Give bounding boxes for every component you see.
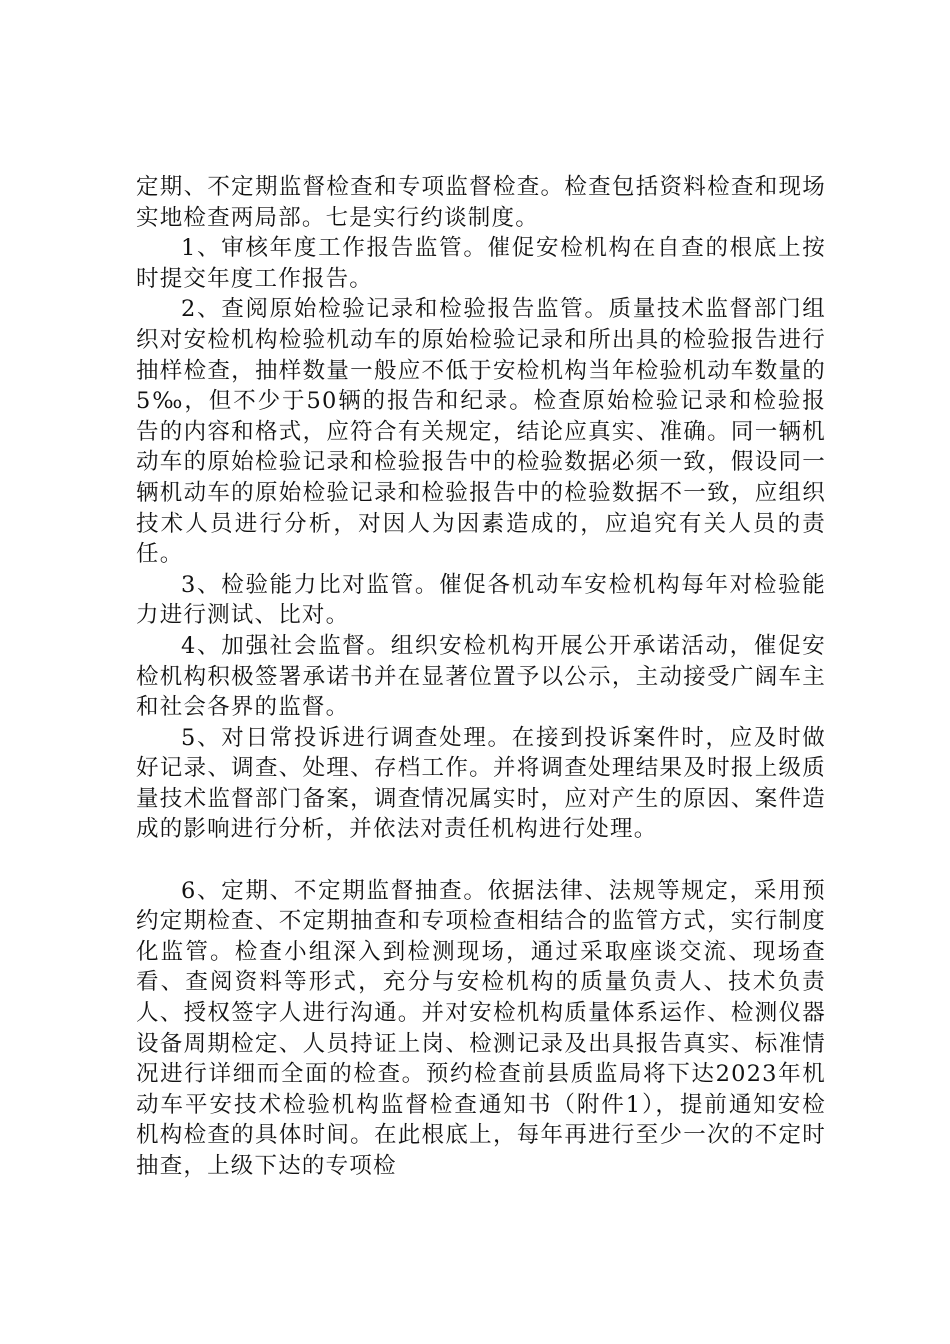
paragraph-item-1: 1、审核年度工作报告监管。催促安检机构在自查的根底上按时提交年度工作报告。 <box>136 235 826 292</box>
paragraph-item-5: 5、对日常投诉进行调查处理。在接到投诉案件时，应及时做好记录、调查、处理、存档工作。并将调查处理结果及时报上级质量技术监督部门备案，调查情况属实时，应对产生的原因、案件造成的影响进行分析，并依法对责任机构进行处理。 <box>136 724 826 843</box>
paragraph-item-3: 3、检验能力比对监管。催促各机动车安检机构每年对检验能力进行测试、比对。 <box>136 571 826 629</box>
paragraph-item-4: 4、加强社会监督。组织安检机构开展公开承诺活动，催促安检机构积极签署承诺书并在显著位置予以公示，主动接受广阔车主和社会各界的监督。 <box>136 632 826 721</box>
document-body <box>136 172 826 1182</box>
paragraph-item-6: 6、定期、不定期监督抽查。依据法律、法规等规定，采用预约定期检查、不定期抽查和专项检查相结合的监管方式，实行制度化监管。检查小组深入到检测现场，通过采取座谈交流、现场查看、查阅资料等形式，充分与安检机构的质量负责人、技术负责人、授权签字人进行沟通。并对安检机构质量体系运作、检测仪器设备周期检定、人员持证上岗、检测记录及出具报告真实、标准情况进行详细而全面的检查。预约检查前县质监局将下达2023年机动车平安技术检验机构监督检查通知书（附件1），提前通知安检机构检查的具体时间。在此根底上，每年再进行至少一次的不定时抽查，上级下达的专项检 <box>136 877 826 1179</box>
paragraph-item-2: 2、查阅原始检验记录和检验报告监管。质量技术监督部门组织对安检机构检验机动车的原始检验记录和所出具的检验报告进行抽样检查，抽样数量一般应不低于安检机构当年检验机动车数量的5‰，但不少于50辆的报告和纪录。检查原始检验记录和检验报告的内容和格式，应符合有关规定，结论应真实、准确。同一辆机动车的原始检验记录和检验报告中的检验数据必须一致，假设同一辆机动车的原始检验记录和检验报告中的检验数据不一致，应组织技术人员进行分析，对因人为因素造成的，应追究有关人员的责任。 <box>136 296 826 568</box>
paragraph-continuation: 定期、不定期监督检查和专项监督检查。检查包括资料检查和现场实地检查两局部。七是实行约谈制度。 <box>136 174 826 231</box>
paragraph-spacer <box>136 845 826 876</box>
